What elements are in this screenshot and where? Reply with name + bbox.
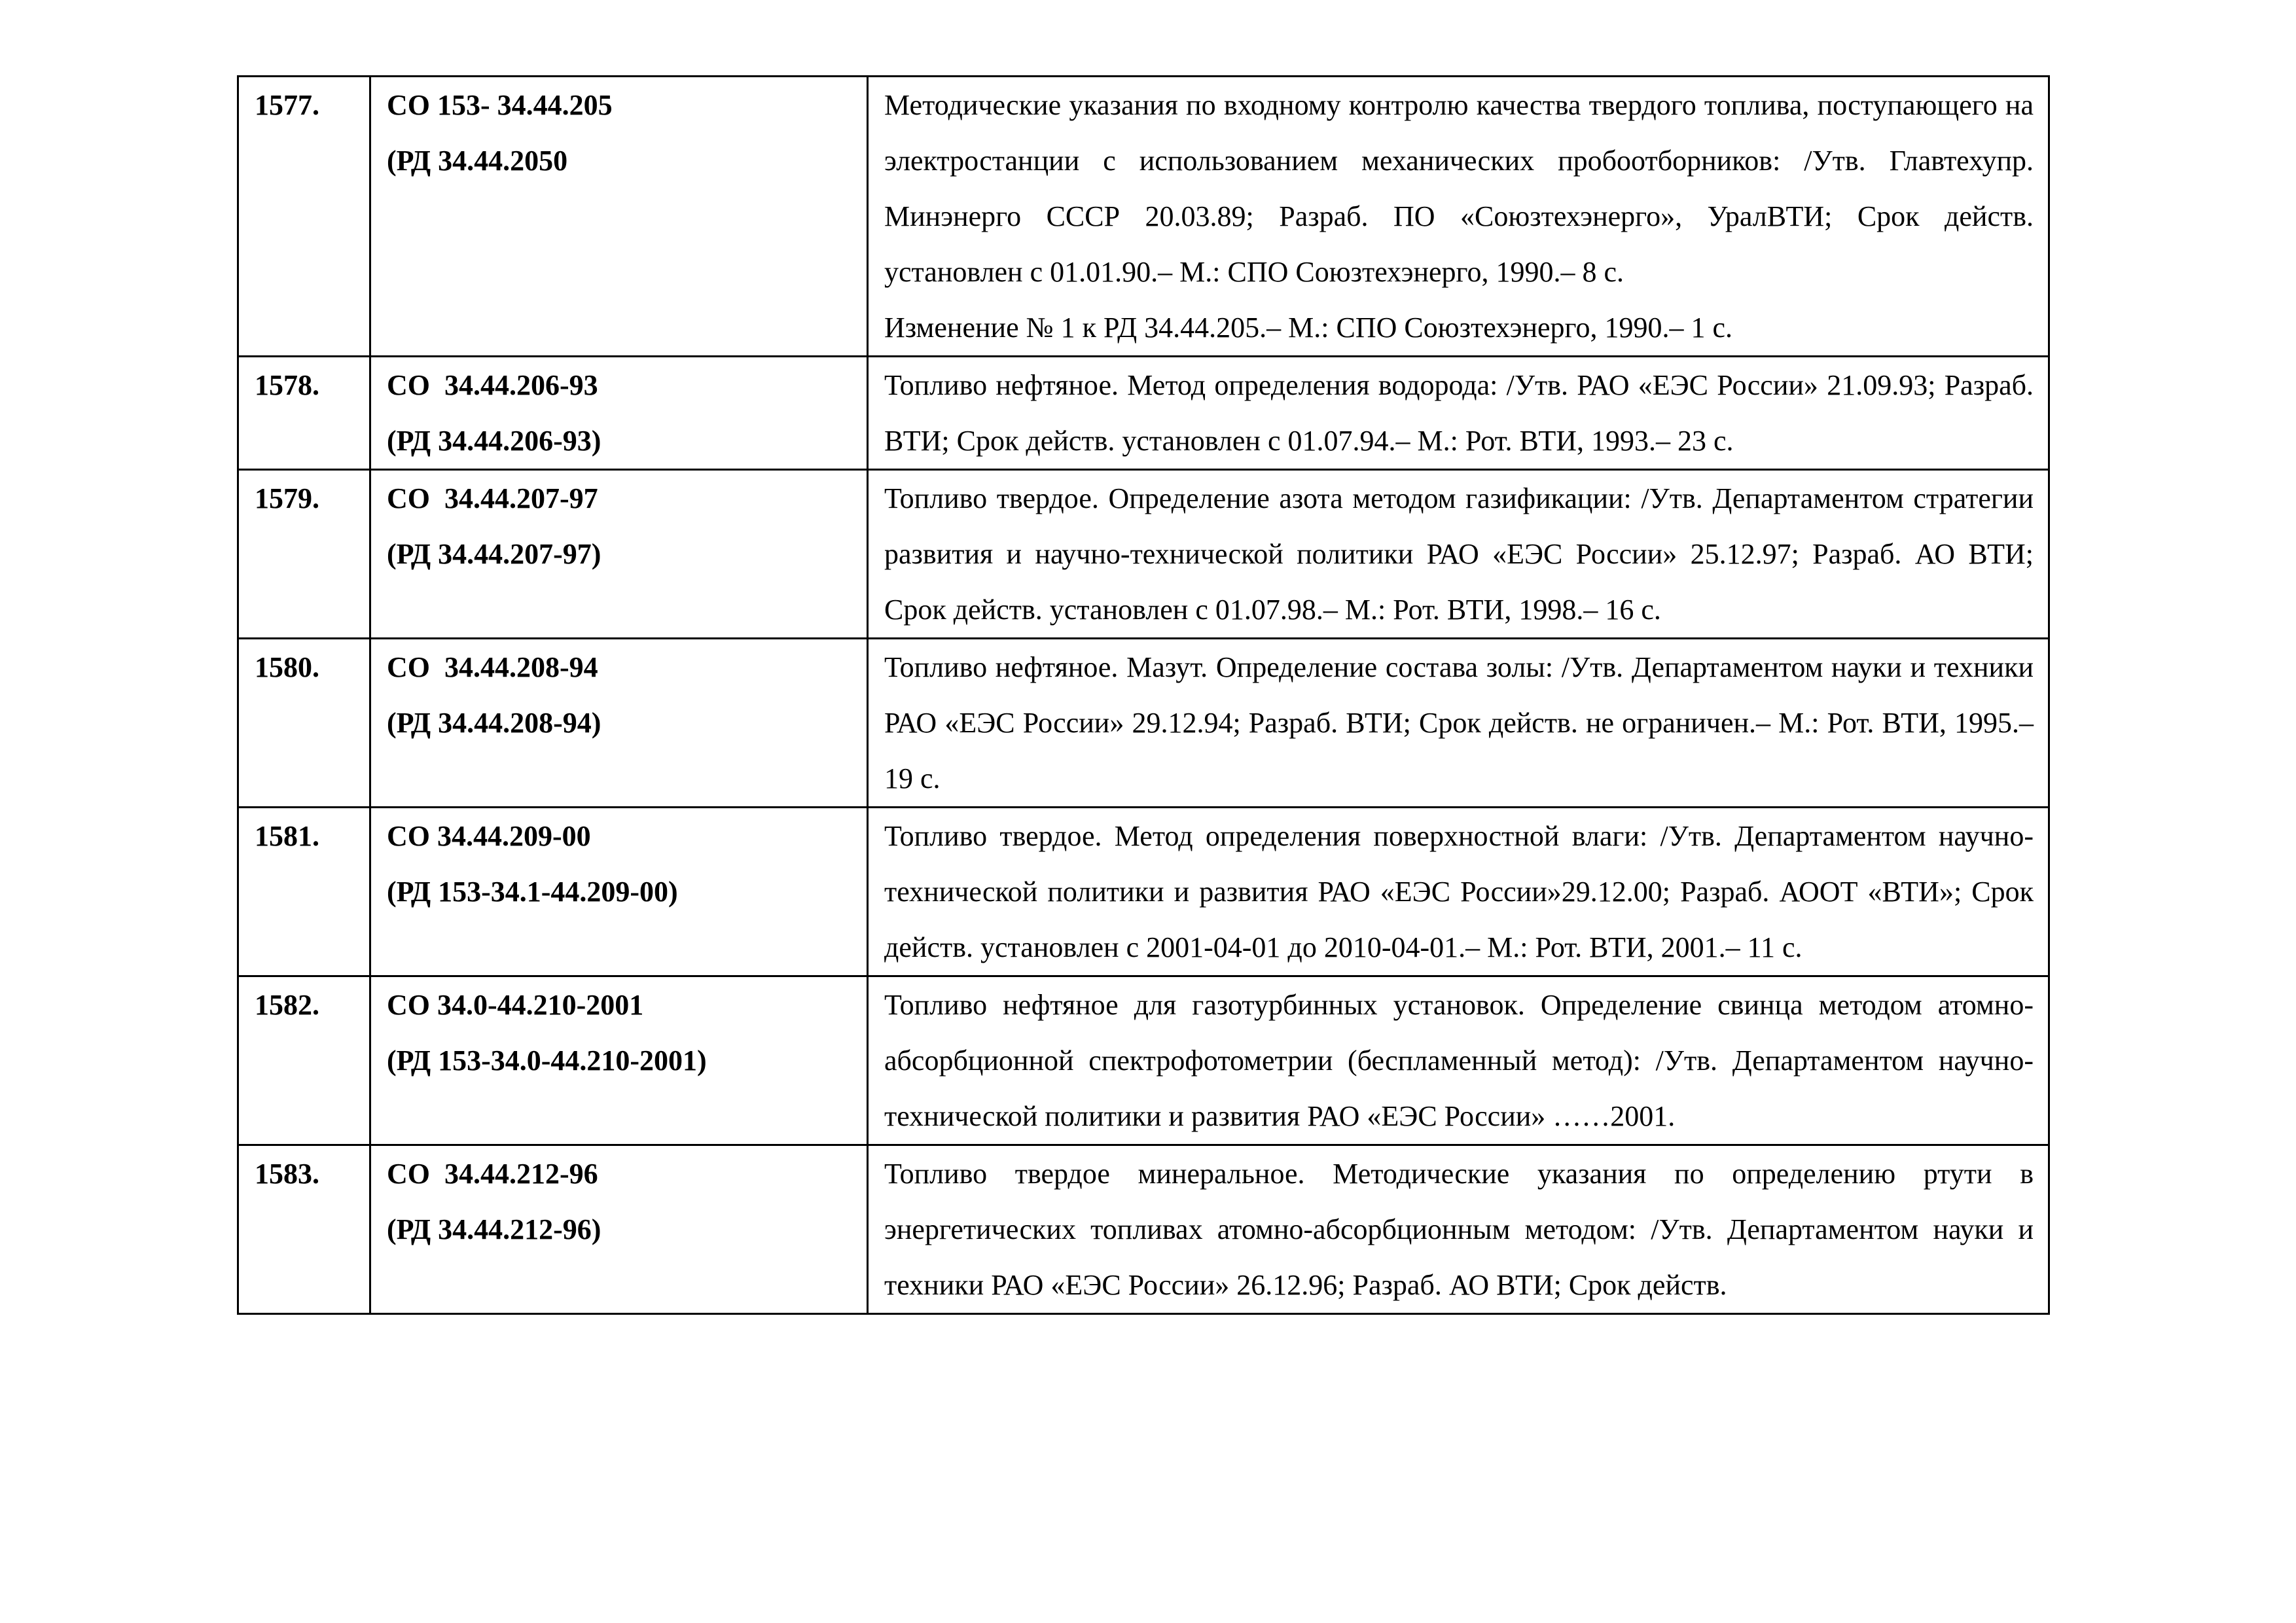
standard-code-line: СО 34.44.208-94 (387, 651, 598, 683)
standard-description (868, 1145, 2049, 1314)
standards-table (237, 75, 2050, 1315)
description-paragraph: Топливо твердое минеральное. Методические указания по определению ртути в энергетических топливах атомно-абсорбционным методом: /Утв. Департаментом науки и техники РАО «ЕЭС России» 26.12.96; Разраб. АО ВТИ; Срок действ. (884, 1158, 2034, 1301)
standard-code-line: (РД 153-34.1-44.209-00) (387, 876, 678, 908)
description-paragraph: Топливо нефтяное. Мазут. Определение состава золы: /Утв. Департаментом науки и техники РАО «ЕЭС России» 29.12.94; Разраб. ВТИ; Срок действ. не ограничен.– М.: Рот. ВТИ, 1995.– 19 с. (884, 651, 2034, 794)
standard-code-line: (РД 153-34.0-44.210-2001) (387, 1044, 707, 1077)
description-paragraph: Топливо твердое. Метод определения поверхностной влаги: /Утв. Департаментом научно-технической политики и развития РАО «ЕЭС России»29.12.00; Разраб. АООТ «ВТИ»; Срок действ. установлен с 2001-04-01 до 2010-04-01.– М.: Рот. ВТИ, 2001.– 11 с. (884, 820, 2034, 963)
table-row (238, 470, 2049, 639)
standard-code-line: (РД 34.44.207-97) (387, 538, 601, 570)
standard-description (868, 77, 2049, 357)
standard-code (370, 357, 868, 470)
standard-description (868, 808, 2049, 976)
table-row (238, 808, 2049, 976)
standard-code (370, 976, 868, 1145)
standard-code-line: (РД 34.44.212-96) (387, 1213, 601, 1245)
standard-code (370, 470, 868, 639)
standard-code-line: СО 34.44.209-00 (387, 820, 591, 852)
description-paragraph: Изменение № 1 к РД 34.44.205.– М.: СПО Союзтехэнерго, 1990.– 1 с. (884, 312, 1733, 344)
standard-code-line: (РД 34.44.208-94) (387, 707, 601, 739)
standard-description (868, 357, 2049, 470)
standard-code-line: СО 34.44.206-93 (387, 369, 598, 401)
entry-number: 1582. (238, 976, 370, 1145)
standard-code-line: СО 153- 34.44.205 (387, 89, 613, 121)
entry-number: 1581. (238, 808, 370, 976)
standard-code-line: (РД 34.44.2050 (387, 145, 568, 177)
table-row (238, 639, 2049, 808)
table-row (238, 1145, 2049, 1314)
standard-code-line: СО 34.44.212-96 (387, 1158, 598, 1190)
entry-number: 1579. (238, 470, 370, 639)
standard-code (370, 639, 868, 808)
standard-code (370, 77, 868, 357)
entry-number: 1577. (238, 77, 370, 357)
standard-description (868, 976, 2049, 1145)
description-paragraph: Методические указания по входному контролю качества твердого топлива, поступающего на электростанции с использованием механических пробоотборников: /Утв. Главтехупр. Минэнерго СССР 20.03.89; Разраб. ПО «Союзтехэнерго», УралВТИ; Срок действ. установлен с 01.01.90.– М.: СПО Союзтехэнерго, 1990.– 8 с. (884, 89, 2034, 288)
standard-code (370, 1145, 868, 1314)
description-paragraph: Топливо твердое. Определение азота методом газификации: /Утв. Департаментом стратегии развития и научно-технической политики РАО «ЕЭС России» 25.12.97; Разраб. АО ВТИ; Срок действ. установлен с 01.07.98.– М.: Рот. ВТИ, 1998.– 16 с. (884, 482, 2034, 626)
standard-description (868, 639, 2049, 808)
entry-number: 1578. (238, 357, 370, 470)
standard-code-line: (РД 34.44.206-93) (387, 425, 601, 457)
standard-description (868, 470, 2049, 639)
standard-code (370, 808, 868, 976)
standard-code-line: СО 34.0-44.210-2001 (387, 989, 644, 1021)
entry-number: 1580. (238, 639, 370, 808)
standards-table-body (238, 77, 2049, 1314)
description-paragraph: Топливо нефтяное для газотурбинных установок. Определение свинца методом атомно-абсорбционной спектрофотометрии (беспламенный метод): /Утв. Департаментом научно-технической политики и развития РАО «ЕЭС России» ……2001. (884, 989, 2034, 1132)
table-row (238, 357, 2049, 470)
table-row (238, 77, 2049, 357)
entry-number: 1583. (238, 1145, 370, 1314)
table-row (238, 976, 2049, 1145)
description-paragraph: Топливо нефтяное. Метод определения водорода: /Утв. РАО «ЕЭС России» 21.09.93; Разраб. ВТИ; Срок действ. установлен с 01.07.94.– М.: Рот. ВТИ, 1993.– 23 с. (884, 369, 2034, 457)
standard-code-line: СО 34.44.207-97 (387, 482, 598, 514)
